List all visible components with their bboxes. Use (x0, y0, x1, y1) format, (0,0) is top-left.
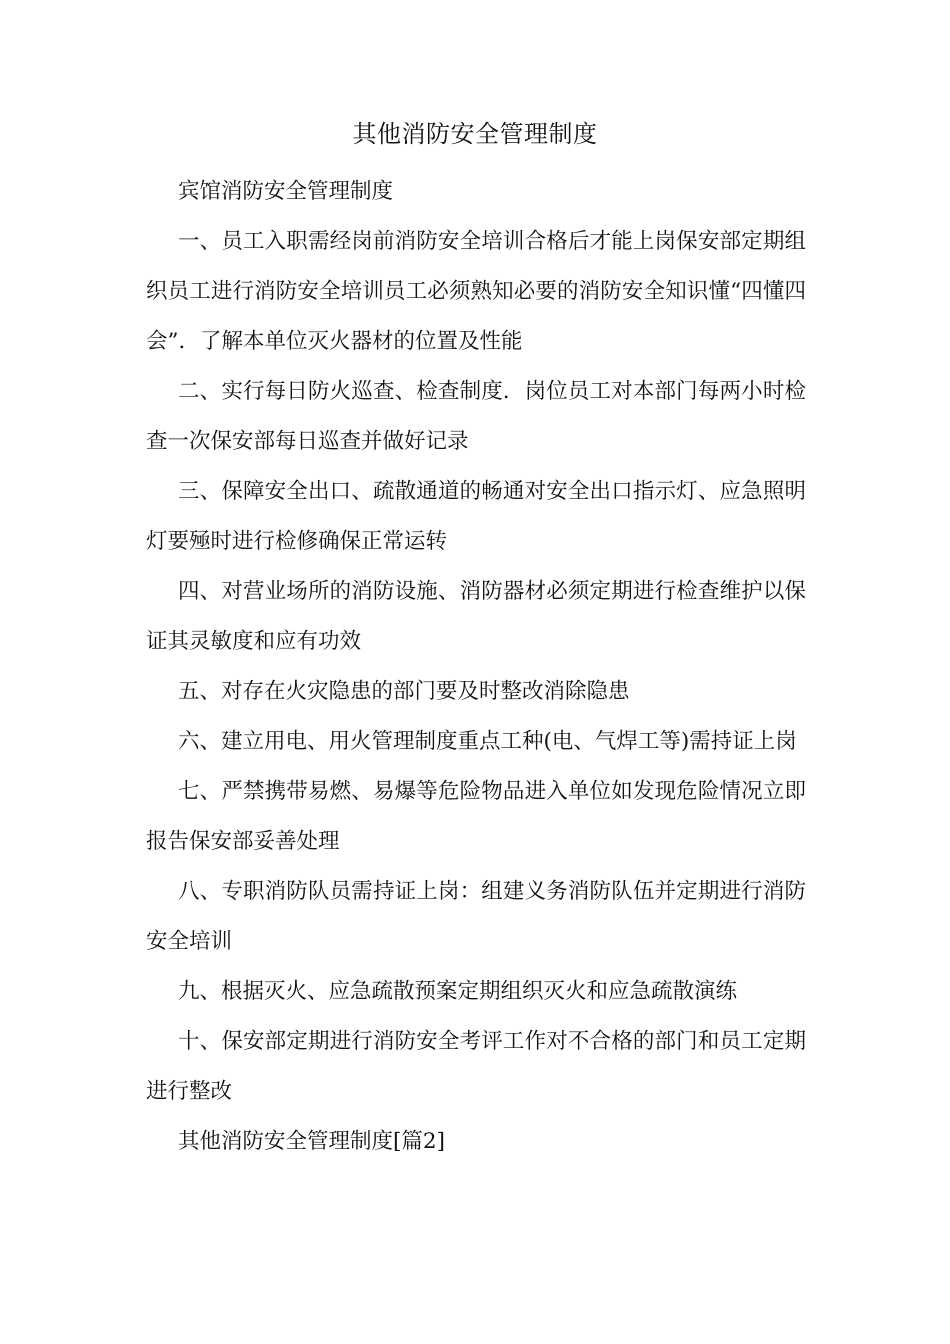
paragraph-item-7: 七、严禁携带易燃、易爆等危险物品进入单位如发现危险情况立即报告保安部妥善处理 (146, 779, 806, 854)
paragraph-item-3: 三、保障安全出口、疏散通道的畅通对安全出口指示灯、应急照明灯要殛时进行检修确保正常运转 (146, 479, 806, 554)
paragraph-item-5: 五、对存在火灾隐患的部门要及时整改消除隐患 (178, 679, 630, 704)
paragraph-item-8: 八、专职消防队员需持证上岗：组建义务消防队伍并定期进行消防安全培训 (146, 879, 806, 954)
paragraph-item-6: 六、建立用电、用火管理制度重点工种(电、气焊工等)需持证上岗 (178, 729, 797, 754)
paragraph-item-2: 二、实行每日防火巡查、检查制度．岗位员工对本部门每两小时检查一次保安部每日巡查并做好记录 (146, 379, 806, 454)
document-body (146, 167, 806, 1167)
paragraph-item-1: 一、员工入职需经岗前消防安全培训合格后才能上岗保安部定期组织员工进行消防安全培训员工必须熟知必要的消防安全知识懂“四懂四会”．了解本单位灭火器材的位置及性能 (146, 229, 806, 354)
paragraph-section-heading: 宾馆消防安全管理制度 (178, 179, 394, 204)
paragraph-item-9: 九、根据灭火、应急疏散预案定期组织灭火和应急疏散演练 (178, 979, 738, 1004)
document-title: 其他消防安全管理制度 (352, 120, 598, 148)
paragraph-next-section-heading: 其他消防安全管理制度[篇2] (178, 1129, 445, 1154)
paragraph-item-10: 十、保安部定期进行消防安全考评工作对不合格的部门和员工定期进行整改 (146, 1029, 806, 1104)
paragraph-item-4: 四、对营业场所的消防设施、消防器材必须定期进行检查维护以保证其灵敏度和应有功效 (146, 579, 806, 654)
